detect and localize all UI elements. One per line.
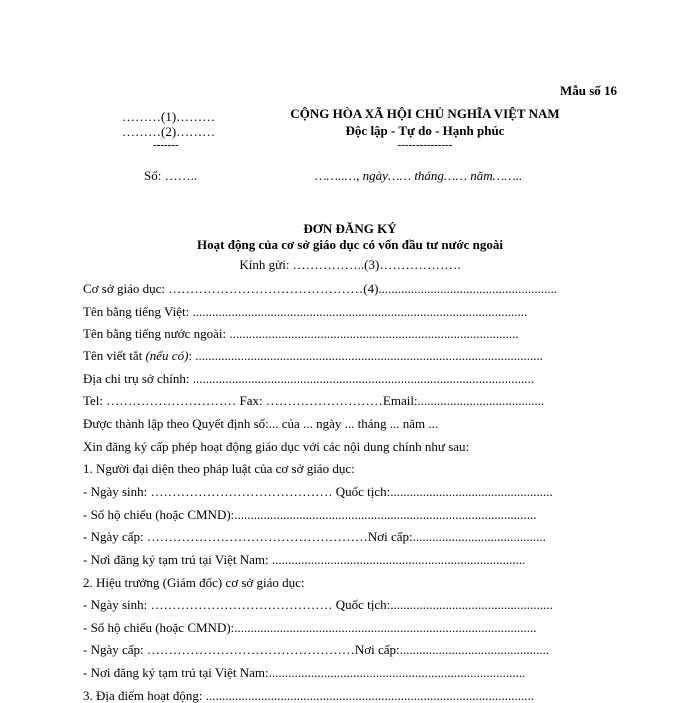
form-line-principal-issue: - Ngày cấp: …………………………………………Nơi cấp:..............................................: [83, 642, 550, 657]
form-line-principal-birth: - Ngày sinh: …………………………………… Quốc tịch:..................................................: [83, 597, 553, 612]
form-line-institution: Cơ sở giáo dục: ………………………………………(4).......................................................: [83, 281, 558, 296]
form-code: Mẫu số 16: [560, 83, 618, 98]
motto: Độc lập - Tự do - Hạnh phúc: [345, 123, 505, 138]
form-line-decision: Được thành lập theo Quyết định số:... của ... ngày ... tháng ... năm ...: [83, 416, 439, 431]
abbreviation-label: Tên viết tắt: [83, 348, 146, 363]
form-line-vietnamese-name: Tên bằng tiếng Việt: .......................................................................................................: [83, 304, 528, 319]
section-1-heading: 1. Người đại diện theo pháp luật của cơ sở giáo dục:: [83, 461, 355, 476]
form-line-principal-passport: - Số hộ chiếu (hoặc CMND):.............................................................................................: [83, 620, 537, 635]
form-line-abbreviation: [83, 349, 543, 362]
form-line-rep-birth: - Ngày sinh: …………………………………… Quốc tịch:..................................................: [83, 484, 553, 499]
form-line-foreign-name: Tên bằng tiếng nước ngoài: .........................................................................................: [83, 326, 519, 341]
form-line-contact: Tel: ………………………… Fax: ………………………Email:.......................................: [83, 393, 545, 408]
agency-rule: -------: [153, 139, 179, 151]
form-line-address: Địa chỉ trụ sở chính: .........................................................................................................: [83, 371, 535, 386]
motto-rule: ---------------: [397, 139, 453, 151]
country-name: CỘNG HÒA XÃ HỘI CHỦ NGHĨA VIỆT NAM: [290, 106, 560, 121]
form-line-request: Xin đăng ký cấp phép hoạt động giáo dục với các nội dung chính như sau:: [83, 439, 470, 454]
abbreviation-note: (nếu có): [145, 348, 189, 363]
document-title: ĐƠN ĐĂNG KÝ: [303, 221, 397, 236]
document-subtitle: Hoạt động của cơ sở giáo dục có vốn đầu tư nước ngoài: [197, 237, 503, 252]
document-number: Số: ……..: [144, 168, 198, 183]
agency-line-1: ………(1)………: [122, 109, 216, 124]
section-2-heading: 2. Hiệu trưởng (Giám đốc) cơ sở giáo dục:: [83, 575, 305, 590]
form-line-rep-issue: - Ngày cấp: ……………………………………………Nơi cấp:.........................................: [83, 529, 546, 544]
agency-line-2: ………(2)………: [122, 124, 216, 139]
document-date: ……..…, ngày…… tháng…… năm……..: [315, 168, 523, 183]
form-line-rep-residence: - Nơi đăng ký tạm trú tại Việt Nam: ..............................................................................: [83, 552, 526, 567]
form-line-rep-passport: - Số hộ chiếu (hoặc CMND):.............................................................................................: [83, 507, 537, 522]
recipient-line: Kính gửi: ……………..(3)……………….: [239, 257, 461, 272]
form-line-principal-residence: - Nơi đăng ký tạm trú tại Việt Nam:...............................................................................: [83, 665, 526, 680]
section-3-heading: 3. Địa điểm hoạt động: .....................................................................................................: [83, 688, 535, 703]
abbreviation-dots: : ...........................................................................................................: [188, 348, 544, 363]
